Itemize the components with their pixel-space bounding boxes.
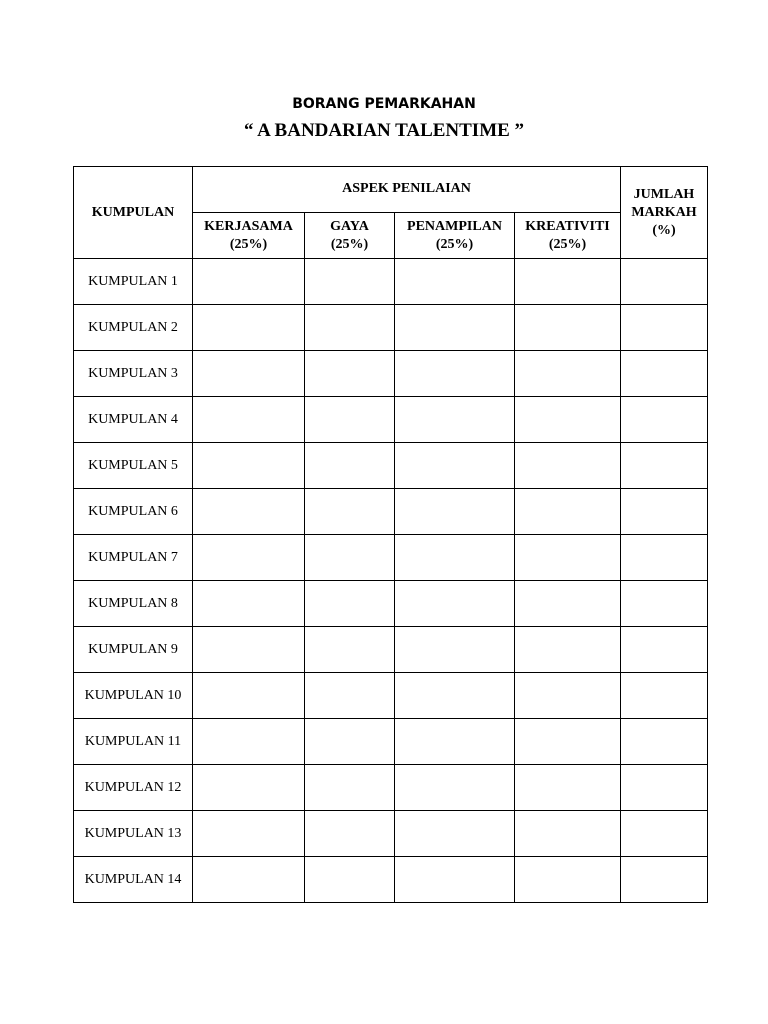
total-cell[interactable] [621,489,708,535]
score-cell[interactable] [515,811,621,857]
total-cell[interactable] [621,397,708,443]
criterion-weight: (25%) [330,236,369,252]
table-row [74,305,708,351]
score-cell[interactable] [193,719,305,765]
group-label: KUMPULAN 10 [74,673,193,719]
table-row [74,627,708,673]
score-cell[interactable] [395,535,515,581]
score-cell[interactable] [395,627,515,673]
table-row [74,857,708,903]
score-cell[interactable] [193,673,305,719]
total-cell[interactable] [621,259,708,305]
score-cell[interactable] [193,535,305,581]
score-cell[interactable] [395,259,515,305]
score-cell[interactable] [305,581,395,627]
scoring-table-header [74,167,708,259]
score-cell[interactable] [305,857,395,903]
criterion-name: GAYA [330,218,369,234]
score-cell[interactable] [395,673,515,719]
total-cell[interactable] [621,765,708,811]
score-cell[interactable] [305,673,395,719]
criterion-name: KREATIVITI [525,218,610,234]
table-row [74,673,708,719]
score-cell[interactable] [515,443,621,489]
score-cell[interactable] [515,627,621,673]
score-cell[interactable] [395,719,515,765]
score-cell[interactable] [193,765,305,811]
score-cell[interactable] [515,351,621,397]
score-cell[interactable] [305,719,395,765]
total-cell[interactable] [621,719,708,765]
criterion-weight: (25%) [435,236,474,252]
score-cell[interactable] [305,443,395,489]
score-cell[interactable] [395,489,515,535]
table-row [74,765,708,811]
score-cell[interactable] [305,397,395,443]
criterion-header-gaya [305,213,395,259]
table-row [74,581,708,627]
score-cell[interactable] [515,857,621,903]
criterion-header-penampilan [395,213,515,259]
group-label: KUMPULAN 11 [74,719,193,765]
group-column-header: KUMPULAN [74,167,193,259]
scoring-table-body [74,259,708,903]
score-cell[interactable] [305,351,395,397]
criterion-name: PENAMPILAN [407,218,502,234]
score-cell[interactable] [193,443,305,489]
score-cell[interactable] [193,397,305,443]
score-cell[interactable] [515,581,621,627]
score-cell[interactable] [193,259,305,305]
event-title: “ A BANDARIAN TALENTIME ” [243,120,525,141]
score-cell[interactable] [305,259,395,305]
group-label: KUMPULAN 5 [74,443,193,489]
total-cell[interactable] [621,811,708,857]
total-cell[interactable] [621,673,708,719]
total-header-line-3: (%) [652,222,676,238]
group-label: KUMPULAN 12 [74,765,193,811]
score-cell[interactable] [515,305,621,351]
score-cell[interactable] [395,397,515,443]
criterion-weight: (25%) [229,236,268,252]
score-cell[interactable] [395,765,515,811]
total-cell[interactable] [621,351,708,397]
score-cell[interactable] [395,811,515,857]
score-cell[interactable] [305,627,395,673]
aspect-column-header: ASPEK PENILAIAN [193,167,621,213]
group-label: KUMPULAN 8 [74,581,193,627]
group-label: KUMPULAN 13 [74,811,193,857]
score-cell[interactable] [395,305,515,351]
total-cell[interactable] [621,535,708,581]
group-label: KUMPULAN 7 [74,535,193,581]
score-cell[interactable] [305,811,395,857]
total-marks-header [621,167,708,259]
criterion-header-kerjasama [193,213,305,259]
group-label: KUMPULAN 6 [74,489,193,535]
total-cell[interactable] [621,857,708,903]
table-row [74,351,708,397]
score-cell[interactable] [305,535,395,581]
score-cell[interactable] [193,811,305,857]
group-label: KUMPULAN 2 [74,305,193,351]
total-cell[interactable] [621,627,708,673]
score-cell[interactable] [515,259,621,305]
score-cell[interactable] [305,765,395,811]
scoring-table [73,166,708,903]
criterion-weight: (25%) [548,236,587,252]
score-cell[interactable] [193,489,305,535]
table-row [74,811,708,857]
table-row [74,397,708,443]
criterion-name: KERJASAMA [204,218,293,234]
form-title: BORANG PEMARKAHAN [292,96,476,112]
group-label: KUMPULAN 9 [74,627,193,673]
score-cell[interactable] [193,627,305,673]
table-row [74,535,708,581]
total-header-line-1: JUMLAH [633,186,695,202]
score-cell[interactable] [395,857,515,903]
score-cell[interactable] [515,489,621,535]
score-cell[interactable] [193,351,305,397]
table-row [74,443,708,489]
group-label: KUMPULAN 3 [74,351,193,397]
score-cell[interactable] [305,489,395,535]
total-cell[interactable] [621,581,708,627]
score-cell[interactable] [515,719,621,765]
table-row [74,489,708,535]
criterion-header-kreativiti [515,213,621,259]
score-cell[interactable] [193,305,305,351]
group-label: KUMPULAN 4 [74,397,193,443]
score-cell[interactable] [515,673,621,719]
table-row [74,719,708,765]
total-header-line-2: MARKAH [631,204,697,220]
score-cell[interactable] [515,397,621,443]
score-cell[interactable] [193,857,305,903]
group-label: KUMPULAN 1 [74,259,193,305]
table-row [74,259,708,305]
total-cell[interactable] [621,305,708,351]
score-cell[interactable] [395,351,515,397]
group-label: KUMPULAN 14 [74,857,193,903]
score-cell[interactable] [515,535,621,581]
score-cell[interactable] [193,581,305,627]
score-cell[interactable] [395,443,515,489]
total-cell[interactable] [621,443,708,489]
score-cell[interactable] [515,765,621,811]
score-cell[interactable] [395,581,515,627]
score-cell[interactable] [305,305,395,351]
